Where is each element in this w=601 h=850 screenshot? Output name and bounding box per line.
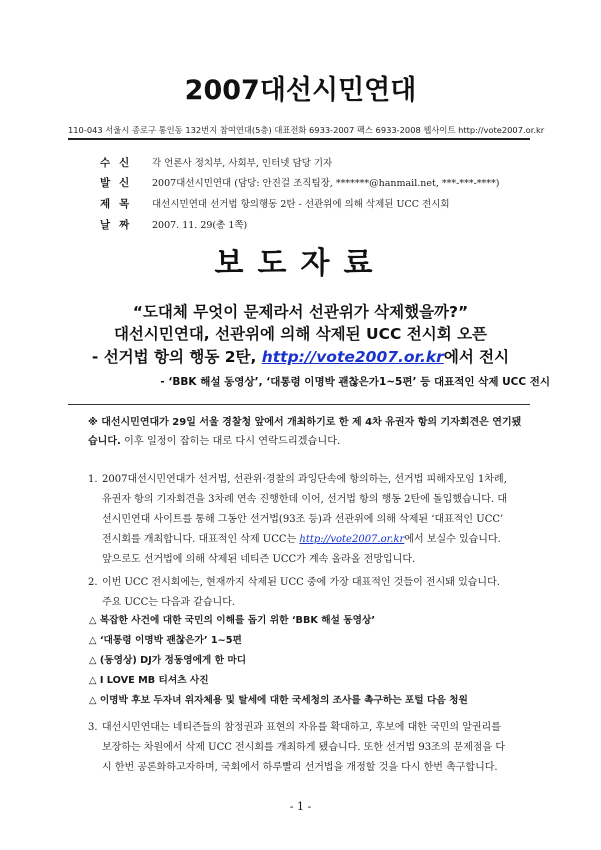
list-item: △ 복잡한 사건에 대한 국민의 이해를 돕기 위한 ‘BBK 해설 동영상’: [89, 615, 376, 626]
list-item: △ (동영상) DJ가 정동영에게 한 마디: [89, 655, 247, 666]
meta-value: 2007대선시민연대 (담당: 안진걸 조직팀장, *******@hanmail.net, ***-***-****): [152, 178, 500, 189]
headline-site-link[interactable]: http://vote2007.or.kr: [261, 348, 444, 366]
headline-sub: [0, 345, 601, 367]
paragraph-2: [88, 573, 508, 613]
paragraph-body: 대선시민연대는 네티즌들의 참정권과 표현의 자유를 확대하고, 후보에 대한 국민의 알권리를 보장하는 차원에서 삭제 UCC 전시회를 개최하게 됐습니다. 또한 선거법 93조의 문제점을 다시 한번 공론화하고자하며, 국회에서 하루빨리 선거법을 개정할 것을 다시 한번 촉구합니다.: [102, 722, 506, 773]
paragraph-3: [88, 718, 508, 778]
meta-label: 발신: [100, 177, 139, 189]
page-number: - 1 -: [289, 800, 312, 813]
headline-quote: “도대체 무엇이 문제라서 선관위가 삭제했을까?”: [132, 303, 469, 321]
meta-label: 수신: [100, 157, 139, 169]
list-item: △ ‘대통령 이명박 괜찮은가’ 1~5편: [89, 635, 242, 646]
paragraph-number: 2.: [88, 577, 98, 588]
paragraph-text: 2007대선시민연대가 선거법, 선관위·경찰의 과잉단속에 항의하는, 선거법 피해자모임 1차례, 유권자 항의 기자회견을 3차례 연속 진행한데 이어, 선거법 항의 행동 2탄에 돌입했습니다. 대선시민연대 사이트를 통해 그동안 선거법(93조 등)과 선관위에 의해 삭제된 ‘대표적인 UCC’ 전시회를 개최합니다. 대표적인 삭제 UCC는: [102, 474, 507, 545]
paragraph-body: [102, 470, 508, 570]
notice-paragraph: [88, 413, 526, 451]
headline-main: 대선시민연대, 선관위에 의해 삭제된 UCC 전시회 오픈: [113, 325, 488, 343]
headline-sub-suffix: 에서 전시: [443, 348, 510, 366]
list-item: △ I LOVE MB 티셔츠 사진: [89, 675, 209, 686]
meta-label: 제목: [100, 198, 139, 210]
headline-detail: - ‘BBK 해설 동영상’, ‘대통령 이명박 괜찮은가1~5편’ 등 대표적인 삭제 UCC 전시: [160, 376, 550, 388]
press-release-title: 보도자료: [214, 246, 387, 281]
notice-bold: ※ 대선시민연대가 29일 서울 경찰청 앞에서 개최하기로 한 제 4차 유권자 항의 기자회견은 연기됐습니다.: [88, 417, 522, 447]
meta-value: 2007. 11. 29(총 1쪽): [152, 220, 248, 231]
paragraph-body: 이번 UCC 전시회에는, 현재까지 삭제된 UCC 중에 가장 대표적인 것들이 전시돼 있습니다. 주요 UCC는 다음과 같습니다.: [102, 577, 500, 608]
meta-value: 대선시민연대 선거법 항의행동 2탄 - 선관위에 의해 삭제된 UCC 전시회: [152, 199, 450, 210]
list-item: △ 이명박 후보 두자녀 위자체용 및 탈세에 대한 국세청의 조사를 촉구하는 포털 다음 청원: [89, 695, 468, 706]
notice-normal: 이후 일정이 잡히는 대로 다시 연락드리겠습니다.: [120, 436, 341, 447]
paragraph-1: [88, 470, 508, 570]
org-title: 2007대선시민연대: [184, 75, 417, 106]
headline-sub-prefix: - 선거법 항의 행동 2탄,: [91, 348, 262, 366]
site-link[interactable]: http://vote2007.or.kr: [299, 534, 405, 545]
paragraph-text: 에서 보실수 있습니다. 앞으로도 선거법에 의해 삭제된 네티즌 UCC가 계속 올라올 전망입니다.: [102, 534, 501, 565]
meta-value: 각 언론사 정치부, 사회부, 인터넷 담당 기자: [152, 158, 333, 169]
section-divider: [68, 404, 530, 405]
contact-line: 110-043 서울시 종로구 통인동 132번지 참여연대(5층) 대표전화 6933-2007 팩스 6933-2008 웹사이트 http://vote2007.or.kr: [68, 125, 545, 135]
paragraph-number: 1.: [88, 474, 98, 485]
header-divider: [68, 138, 530, 140]
paragraph-number: 3.: [88, 722, 98, 733]
meta-label: 날짜: [100, 219, 139, 231]
